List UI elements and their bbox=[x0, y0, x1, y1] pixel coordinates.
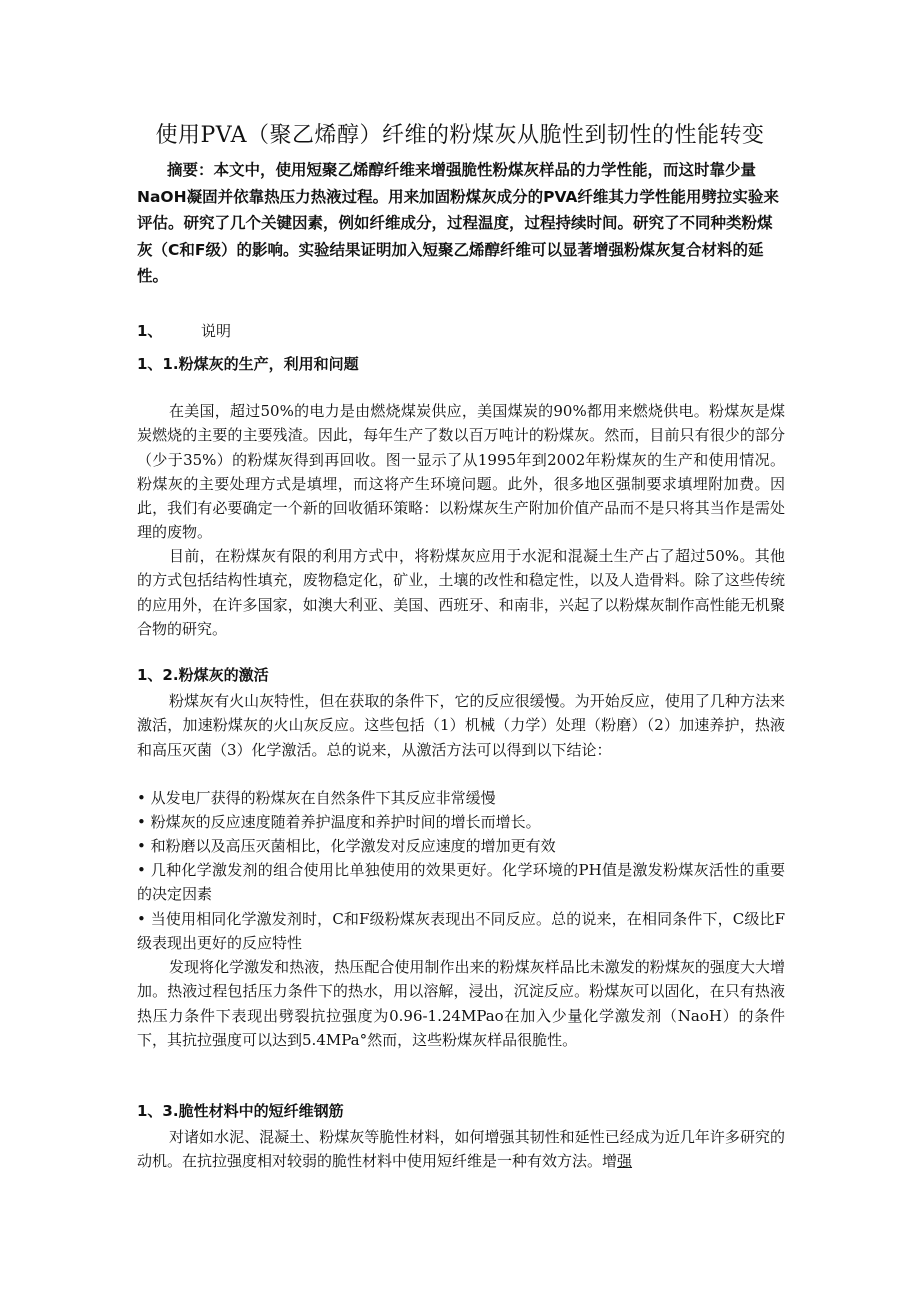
bullet-item: • 和粉磨以及高压灭菌相比，化学激发对反应速度的增加更有效 bbox=[137, 837, 556, 855]
section-1-number: 1、 bbox=[137, 322, 163, 340]
subsection-1-1-heading: 1、1.粉煤灰的生产，利用和问题 bbox=[137, 355, 359, 373]
bullet-item: • 几种化学激发剂的组合使用比单独使用的效果更好。化学环境的PH值是激发粉煤灰活性的重要的决定因素 bbox=[137, 861, 785, 904]
bullet-item: • 粉煤灰的反应速度随着养护温度和养护时间的增长而增长。 bbox=[137, 813, 541, 831]
section-1-heading bbox=[137, 320, 232, 341]
paragraph-1: 在美国，超过50%的电力是由燃烧煤炭供应，美国煤炭的90%都用来燃烧供电。粉煤灰是煤炭燃烧的主要的主要残渣。因此，每年生产了数以百万吨计的粉煤灰。然而，目前只有很少的部分（少于35%）的粉煤灰得到再回收。图一显示了从1995年到2002年粉煤灰的生产和使用情况。粉煤灰的主要处理方式是填埋，而这将产生环境问题。此外，很多地区强制要求填埋附加费。因此，我们有必要确定一个新的回收循环策略：以粉煤灰生产附加价值产品而不是只将其当作是需处理的废物。 bbox=[137, 402, 785, 542]
paragraph-3: 粉煤灰有火山灰特性，但在获取的条件下，它的反应很缓慢。为开始反应，使用了几种方法来激活，加速粉煤灰的火山灰反应。这些包括（1）机械（力学）处理（粉磨）（2）加速养护，热液和高压灭菌（3）化学激活。总的说来，从激活方法可以得到以下结论： bbox=[137, 692, 785, 759]
bullet-item: • 从发电厂获得的粉煤灰在自然条件下其反应非常缓慢 bbox=[137, 789, 496, 807]
bullet-item: • 当使用相同化学激发剂时，C和F级粉煤灰表现出不同反应。总的说来，在相同条件下，C级比F级表现出更好的反应特性 bbox=[137, 910, 785, 953]
abstract: 摘要：本文中，使用短聚乙烯醇纤维来增强脆性粉煤灰样品的力学性能，而这时靠少量NaOH凝固并依靠热压力热液过程。用来加固粉煤灰成分的PVA纤维其力学性能用劈拉实验来评估。研究了几个关键因素，例如纤维成分，过程温度，过程持续时间。研究了不同种类粉煤灰（C和F级）的影响。实验结果证明加入短聚乙烯醇纤维可以显著增强粉煤灰复合材料的延性。 bbox=[137, 161, 779, 285]
paragraph-5-underlined-char: 强 bbox=[617, 1152, 633, 1171]
subsection-1-3-heading: 1、3.脆性材料中的短纤维钢筋 bbox=[137, 1102, 344, 1120]
paragraph-4: 发现将化学激发和热液，热压配合使用制作出来的粉煤灰样品比未激发的粉煤灰的强度大大增加。热液过程包括压力条件下的热水，用以溶解，浸出，沉淀反应。粉煤灰可以固化，在只有热液热压力条件下表现出劈裂抗拉强度为0.96-1.24MPao在加入少量化学激发剂（NaoH）的条件下，其抗拉强度可以达到5.4MPa°然而，这些粉煤灰样品很脆性。 bbox=[137, 958, 785, 1049]
paragraph-5-text: 对诸如水泥、混凝土、粉煤灰等脆性材料，如何增强其韧性和延性已经成为近几年许多研究的动机。在抗拉强度相对较弱的脆性材料中使用短纤维是一种有效方法。增 bbox=[137, 1128, 785, 1171]
paragraph-2: 目前，在粉煤灰有限的利用方式中，将粉煤灰应用于水泥和混凝土生产占了超过50%。其他的方式包括结构性填充，废物稳定化，矿业，土壤的改性和稳定性，以及人造骨料。除了这些传统的应用外，在许多国家，如澳大利亚、美国、西班牙、和南非，兴起了以粉煤灰制作高性能无机聚合物的研究。 bbox=[137, 547, 785, 638]
document-title: 使用PVA（聚乙烯醇）纤维的粉煤灰从脆性到韧性的性能转变 bbox=[155, 123, 765, 148]
subsection-1-2-heading: 1、2.粉煤灰的激活 bbox=[137, 666, 269, 684]
paragraph-5 bbox=[137, 1125, 785, 1174]
section-1-label: 说明 bbox=[201, 322, 232, 340]
